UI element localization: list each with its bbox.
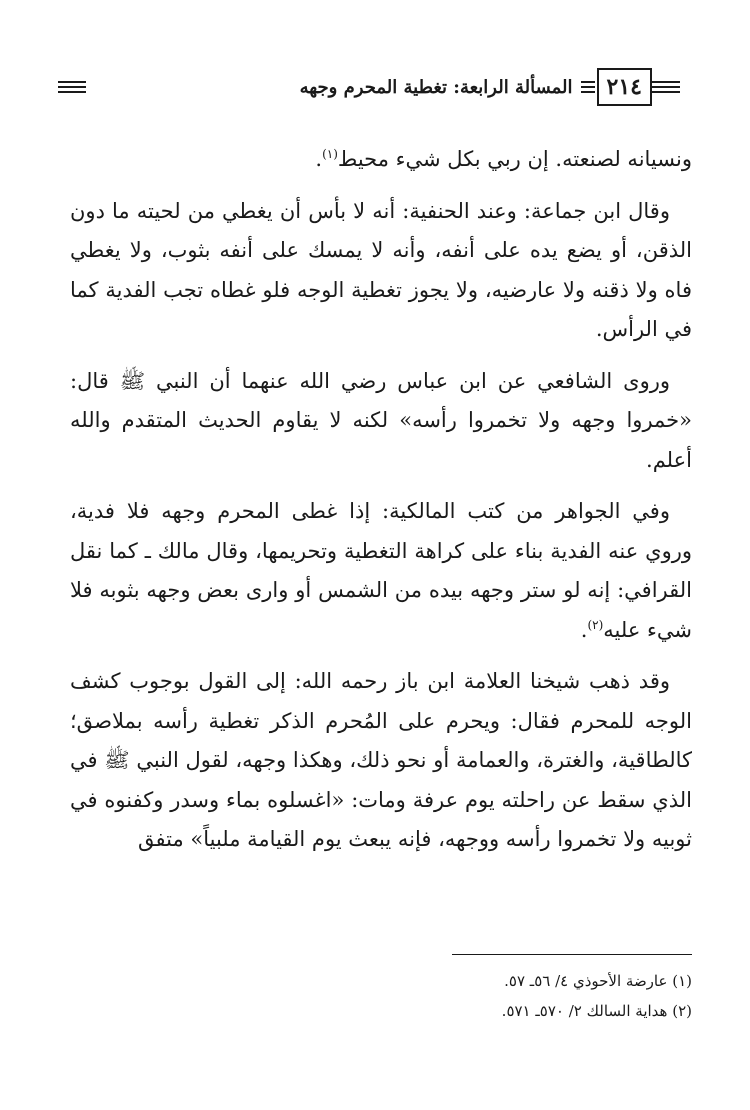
header-rule-inner: [581, 81, 595, 93]
header-rule-left: [58, 81, 86, 93]
paragraph-1: ونسيانه لصنعته. إن ربي بكل شيء محيط$^{(١)}$.: [315, 147, 692, 171]
footnote-separator: [452, 954, 692, 955]
footnote-marker-2: (٢): [587, 617, 604, 632]
header-title: المسألة الرابعة: تغطية المحرم وجهه: [299, 76, 573, 98]
paragraph-5: وقد ذهب شيخنا العلامة ابن باز رحمه الله: إلى القول بوجوب كشف الوجه للمحرم فقال: ويحرم على المُحرم الذكر تغطية رأسه بملاصق؛ كالطاقية، والغترة، والعمامة أو نحو ذلك، وهكذا وجهه، لقول النبي ﷺ في الذي سقط عن راحلته يوم عرفة ومات: «اغسلوه بماء وسدر وكفنوه في ثوبيه ولا تخمروا رأسه ووجهه، فإنه يبعث يوم القيامة ملبياً» متفق: [70, 669, 692, 851]
running-header: [58, 64, 680, 110]
footnote-marker-1: (١): [322, 147, 338, 161]
footnote-1: (١) عارضة الأحوذي ٤/ ٥٦ـ ٥٧.: [504, 972, 692, 990]
page-body: [70, 140, 692, 872]
page-number: ٢١٤: [597, 68, 652, 106]
footnotes: [70, 966, 692, 1026]
paragraph-2: وقال ابن جماعة: وعند الحنفية: أنه لا بأس أن يغطي من لحيته ما دون الذقن، أو يضع يده على أنفه، وأنه لا يمسك على أنفه بثوب، ولا يغطي فاه ولا ذقنه ولا عارضيه، ولا يجوز تغطية الوجه فلو غطاه تجب الفدية كما في الرأس.: [70, 198, 692, 341]
paragraph-4: وفي الجواهر من كتب المالكية: إذا غطى المحرم وجهه فلا فدية، وروي عنه الفدية بناء على كراهة التغطية وتحريمها، وقال مالك ـ كما نقل القرافي: إنه لو ستر وجهه بيده من الشمس أو وارى بعض وجهه بثوبه فلا شيء عليه$^{(٢)}$.: [70, 499, 692, 642]
paragraph-3: وروى الشافعي عن ابن عباس رضي الله عنهما أن النبي ﷺ قال: «خمروا وجهه ولا تخمروا رأسه» لكنه لا يقاوم الحديث المتقدم والله أعلم.: [70, 368, 692, 472]
header-rule-right: [652, 81, 680, 93]
footnote-2: (٢) هداية السالك ٢/ ٥٧٠ـ ٥٧١.: [501, 1002, 692, 1020]
